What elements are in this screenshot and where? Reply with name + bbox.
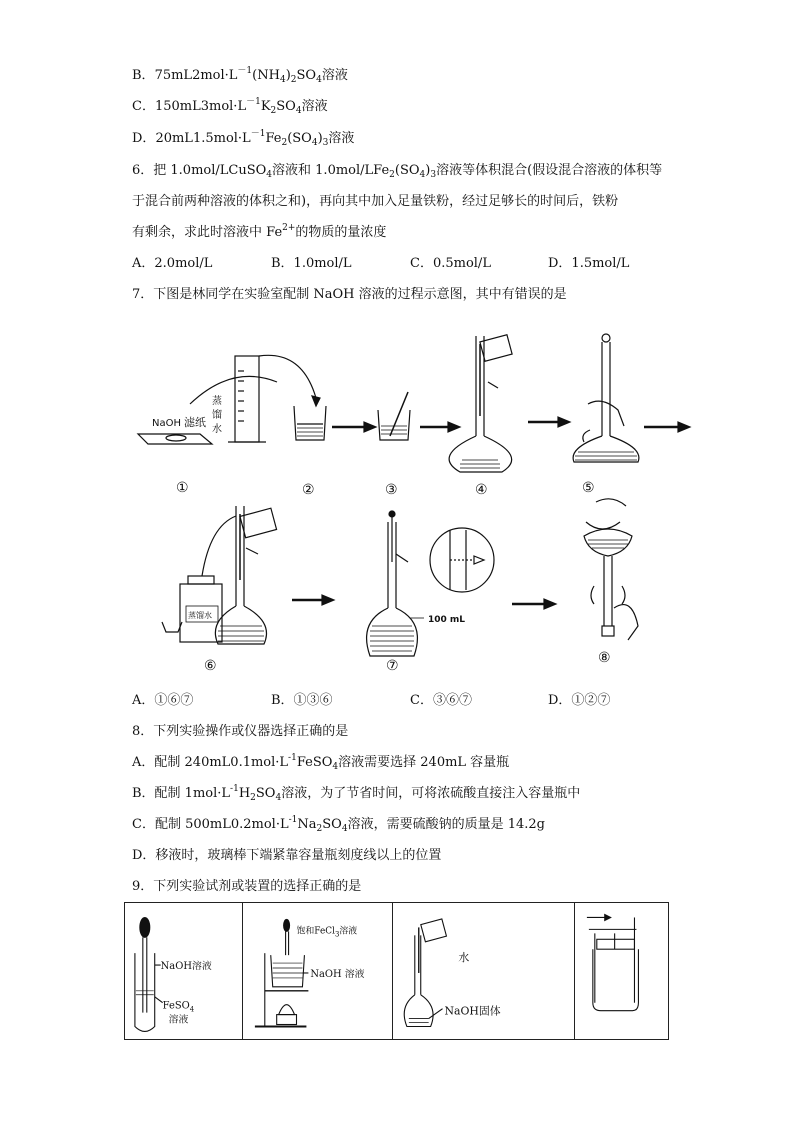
q6-choice-a: A．2.0mol/L xyxy=(132,256,213,271)
filter-paper-label: 滤纸 xyxy=(184,416,206,429)
step-label-3: ③ xyxy=(385,482,398,498)
q6-stem-line2: 于混合前两种溶液的体积之和)，再向其中加入足量铁粉，经过足够长的时间后，铁粉 xyxy=(132,194,619,209)
step6-adding-water xyxy=(162,506,277,674)
q9-cell-2 xyxy=(242,903,392,1040)
q9-apparatus-table xyxy=(124,902,669,1040)
step7-making-to-volume xyxy=(367,511,494,674)
step-label-5: ⑤ xyxy=(582,480,595,496)
q5-option-d: D．$20mL1.5mol\cdot L^{-1}Fe_2(SO_4)_3$溶液 xyxy=(132,129,355,148)
step-label-8: ⑧ xyxy=(598,650,611,666)
q9-stem: 9．下列实验试剂或装置的选择正确的是 xyxy=(132,879,362,894)
q6-stem-line1: 6．把 1.0mol/LCuSO$_4$溶液和 $1.0mol/LFe_2(SO_4)_3$溶液等体积混合(假设混合溶液的体积等 xyxy=(132,163,663,180)
q9-naoh-solid-label: NaOH固体 xyxy=(444,1004,501,1018)
q8-option-d: D．移液时，玻璃棒下端紧靠容量瓶刻度线以上的位置 xyxy=(132,848,442,863)
q5-option-c: C．$150mL3mol\cdot L^{-1}K_2SO_4$溶液 xyxy=(132,97,328,116)
naoh-label: NaOH xyxy=(152,418,181,429)
graduated-cylinder xyxy=(212,355,320,442)
q6-choice-d: D．1.5mol/L xyxy=(548,256,630,271)
q7-process-figure xyxy=(132,326,692,686)
q9-water-label: 水 xyxy=(457,951,469,965)
q7-choice-c: C．③⑥⑦ xyxy=(410,693,472,708)
step-label-1: ① xyxy=(176,480,189,496)
step-label-6: ⑥ xyxy=(204,658,217,674)
q9-naoh-solution-label: NaOH溶液 xyxy=(160,961,212,973)
bottle-label: 蒸馏水 xyxy=(188,611,212,620)
step-label-4: ④ xyxy=(475,482,488,498)
q9-feso4-label: FeSO$_4$ xyxy=(162,1000,195,1014)
q5-option-b: B．$75mL2mol\cdot L^{-1}(NH_4)_2SO_4$溶液 xyxy=(132,66,348,85)
distilled-water-char1: 蒸 xyxy=(212,396,222,407)
q7-choice-b: B．①③⑥ xyxy=(271,693,333,708)
q7-choice-d: D．①②⑦ xyxy=(548,693,611,708)
distilled-water-char2: 馏 xyxy=(212,410,222,421)
step1-weighing xyxy=(138,376,277,444)
q7-stem: 7．下图是林同学在实验室配制 NaOH 溶液的过程示意图，其中有错误的是 xyxy=(132,287,567,302)
distilled-water-char3: 水 xyxy=(212,424,222,435)
q9-feso4-solution-label: 溶液 xyxy=(168,1014,189,1026)
step2-beaker xyxy=(294,406,326,440)
step8-inverting xyxy=(584,499,638,666)
q7-choice-a: A．①⑥⑦ xyxy=(132,693,194,708)
q8-option-a: A．配制 $240mL0.1mol\cdot L^{-1}FeSO_4$溶液需要选择 240mL 容量瓶 xyxy=(132,753,510,772)
q8-stem: 8．下列实验操作或仪器选择正确的是 xyxy=(132,724,349,739)
step5-shaking xyxy=(573,334,639,462)
volume-mark-label: 100 mL xyxy=(428,615,466,625)
q6-choice-b: B．1.0mol/L xyxy=(271,256,352,271)
q8-option-b: B．配制 $1mol\cdot L^{-1}H_2SO_4$溶液，为了节省时间，可将浓硫酸直接注入容量瓶中 xyxy=(132,784,581,803)
q9-fecl3-label: 饱和FeCl$_3$溶液 xyxy=(296,926,358,939)
step4-transfer xyxy=(449,335,512,472)
step-label-2: ② xyxy=(302,482,315,498)
step-label-7: ⑦ xyxy=(386,658,399,674)
q8-option-c: C．配制 $500mL0.2mol\cdot L^{-1}Na_2SO_4$溶液，需要硫酸钠的质量是 14.2g xyxy=(132,815,545,834)
q6-choice-c: C．0.5mol/L xyxy=(410,256,491,271)
q9-naoh-solution-label-2: NaOH 溶液 xyxy=(310,968,365,980)
q9-cell-4 xyxy=(574,903,668,1040)
step3-dissolving xyxy=(378,392,410,440)
q9-cell-1 xyxy=(125,903,243,1040)
q6-stem-line3: 有剩余，求此时溶液中 $Fe^{2+}$的物质的量浓度 xyxy=(132,223,387,240)
q9-cell-3 xyxy=(392,903,574,1040)
